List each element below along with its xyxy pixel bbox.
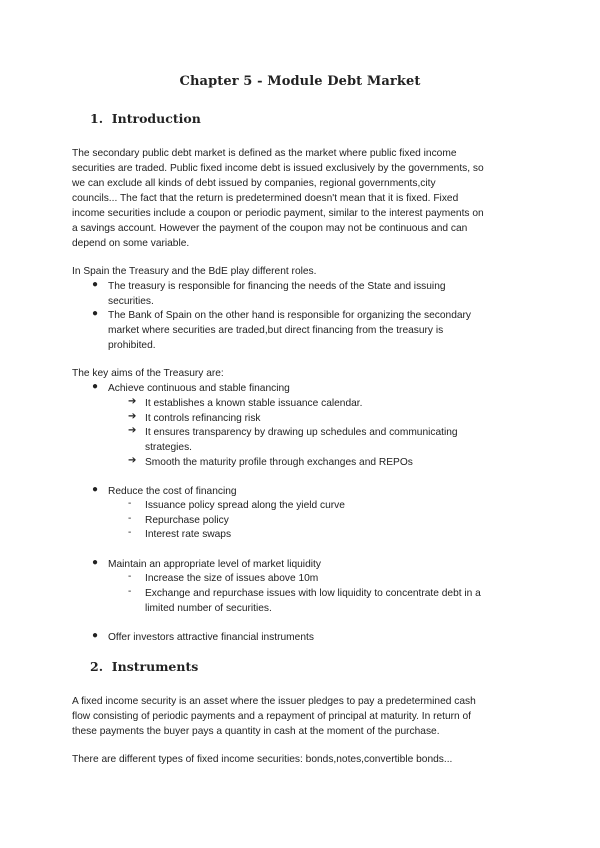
text-line: these payments the buyer pays a quantity in cash at the moment of the purchase. (72, 726, 440, 737)
page-title: Chapter 5 - Module Debt Market (179, 74, 421, 89)
text-line: Issuance policy spread along the yield curve (145, 500, 345, 511)
dash-marker: - (128, 513, 132, 524)
text-line: market where securities are traded,but direct financing from the treasury is (108, 325, 444, 336)
bullet-icon: ● (92, 484, 99, 495)
arrow-right-icon: ➔ (128, 425, 137, 436)
text-line: It controls refinancing risk (145, 413, 261, 424)
aim-label: Achieve continuous and stable financing (108, 383, 290, 394)
section-heading-instruments (90, 659, 198, 674)
text-line: The Bank of Spain on the other hand is responsible for organizing the secondary (108, 310, 472, 321)
aims-intro: The key aims of the Treasury are: (72, 368, 224, 379)
aim-label: Reduce the cost of financing (108, 486, 237, 497)
arrow-right-icon: ➔ (128, 455, 137, 466)
section-number: 1. (90, 111, 104, 126)
text-line: income securities include a coupon or periodic payment, similar to the interest payments on (72, 208, 484, 219)
text-line: securities. (108, 296, 154, 307)
aim-label: Offer investors attractive financial instruments (108, 632, 314, 643)
bullet-icon: ● (92, 308, 99, 319)
text-line: Smooth the maturity profile through exchanges and REPOs (145, 457, 413, 468)
text-line: Increase the size of issues above 10m (145, 573, 319, 584)
text-line: prohibited. (108, 340, 156, 351)
text-line: depend on some variable. (72, 238, 190, 249)
text-line: It establishes a known stable issuance calendar. (145, 398, 363, 409)
dash-marker: - (128, 498, 132, 509)
text-line: The treasury is responsible for financing the needs of the State and issuing (108, 281, 446, 292)
text-line: A fixed income security is an asset where the issuer pledges to pay a predetermined cash (72, 696, 476, 707)
text-line: strategies. (145, 442, 192, 453)
text-line: a savings account. However the payment of the coupon may not be continuous and can (72, 223, 468, 234)
text-line: Interest rate swaps (145, 529, 232, 540)
section-number: 2. (90, 659, 104, 674)
types-line: There are different types of fixed income securities: bonds,notes,convertible bonds... (72, 754, 453, 765)
text-line: we can exclude all kinds of debt issued by companies, regional governments,city (72, 178, 436, 189)
text-line: The secondary public debt market is defined as the market where public fixed income (72, 148, 457, 159)
text-line: securities are traded. Public fixed income debt is issued exclusively by the governments, so (72, 163, 484, 174)
dash-marker: - (128, 586, 132, 597)
text-line: Exchange and repurchase issues with low liquidity to concentrate debt in a (145, 588, 481, 599)
dash-marker: - (128, 527, 132, 538)
aim-label: Maintain an appropriate level of market liquidity (108, 559, 321, 570)
roles-intro: In Spain the Treasury and the BdE play different roles. (72, 266, 317, 277)
section-title: Instruments (111, 659, 199, 674)
section-title: Introduction (111, 111, 201, 126)
dash-marker: - (128, 571, 132, 582)
text-line: limited number of securities. (145, 603, 272, 614)
arrow-right-icon: ➔ (128, 411, 137, 422)
bullet-icon: ● (92, 381, 99, 392)
text-line: It ensures transparency by drawing up schedules and communicating (145, 427, 458, 438)
text-line: flow consisting of periodic payments and a repayment of principal at maturity. In return of (72, 711, 472, 722)
bullet-icon: ● (92, 557, 99, 568)
bullet-icon: ● (92, 630, 99, 641)
arrow-right-icon: ➔ (128, 396, 137, 407)
section-heading-introduction (90, 111, 201, 126)
text-line: councils... The fact that the return is predetermined doesn't mean that it is fixed. Fixed (72, 193, 459, 204)
bullet-icon: ● (92, 279, 99, 290)
text-line: Repurchase policy (145, 515, 229, 526)
